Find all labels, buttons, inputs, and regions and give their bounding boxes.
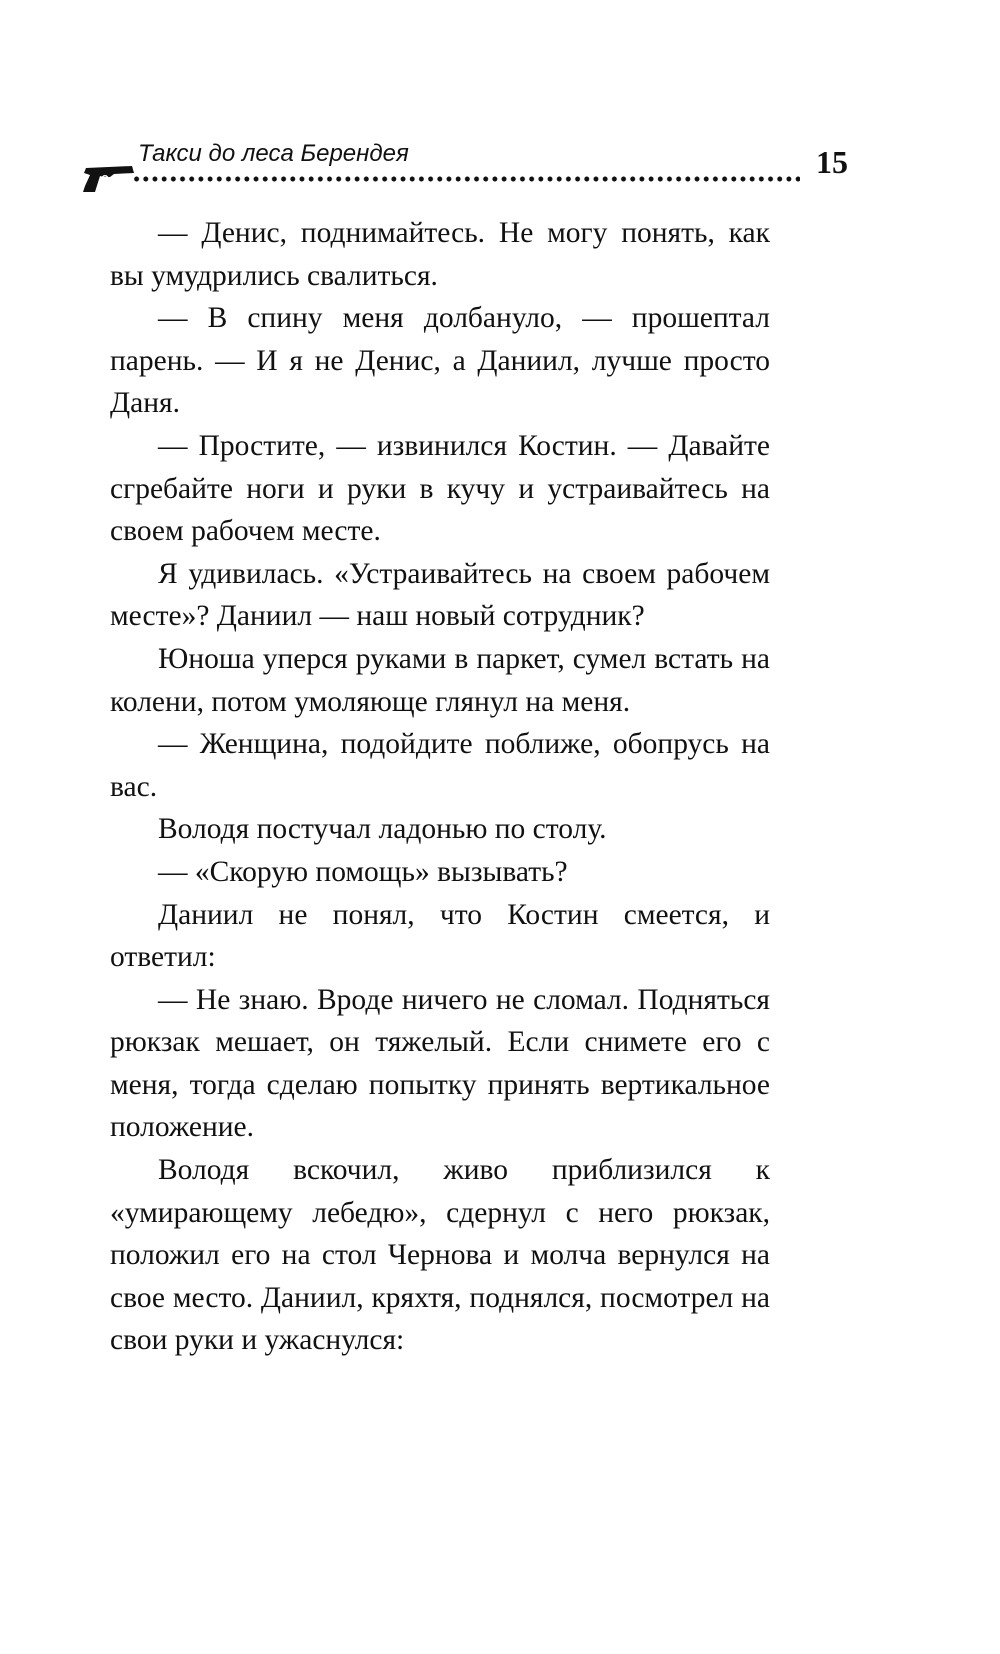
paragraph: Я удивилась. «Устраивайтесь на своем рабочем месте»? Даниил — наш новый сотрудник? <box>110 557 770 633</box>
running-title: Такси до леса Берендея <box>138 140 409 167</box>
paragraph: Володя вскочил, живо приблизился к «умирающему лебедю», сдернул с него рюкзак, положил его на стол Чернова и молча вернулся на свое место. Даниил, кряхтя, поднялся, посмотрел на свои руки и ужаснулся: <box>110 1154 770 1357</box>
paragraph: — В спину меня долбануло, — прошептал парень. — И я не Денис, а Даниил, лучше просто Даня. <box>110 302 770 420</box>
paragraph: — Женщина, подойдите поближе, обопрусь на вас. <box>110 728 770 803</box>
paragraph: Даниил не понял, что Костин смеется, и ответил: <box>110 898 770 974</box>
dotted-rule <box>132 176 800 182</box>
paragraph: — Простите, — извинился Костин. — Давайте сгребайте ноги и руки в кучу и устраивайтесь на своем рабочем месте. <box>110 429 770 548</box>
paragraph: — «Скорую помощь» вызывать? <box>158 855 568 888</box>
paragraph: — Не знаю. Вроде ничего не сломал. Подняться рюкзак мешает, он тяжелый. Если снимете его с меня, тогда сделаю попытку принять вертикальное положение. <box>110 983 770 1144</box>
body-text <box>110 212 770 1362</box>
paragraph: — Денис, поднимайтесь. Не могу понять, как вы умудрились свалиться. <box>110 217 770 292</box>
paragraph: Юноша уперся руками в паркет, сумел встать на колени, потом умоляюще глянул на меня. <box>110 642 770 718</box>
page-number: 15 <box>816 144 848 180</box>
paragraph: Володя постучал ладонью по столу. <box>158 813 607 846</box>
running-header <box>80 132 848 202</box>
pistol-icon <box>80 162 136 194</box>
